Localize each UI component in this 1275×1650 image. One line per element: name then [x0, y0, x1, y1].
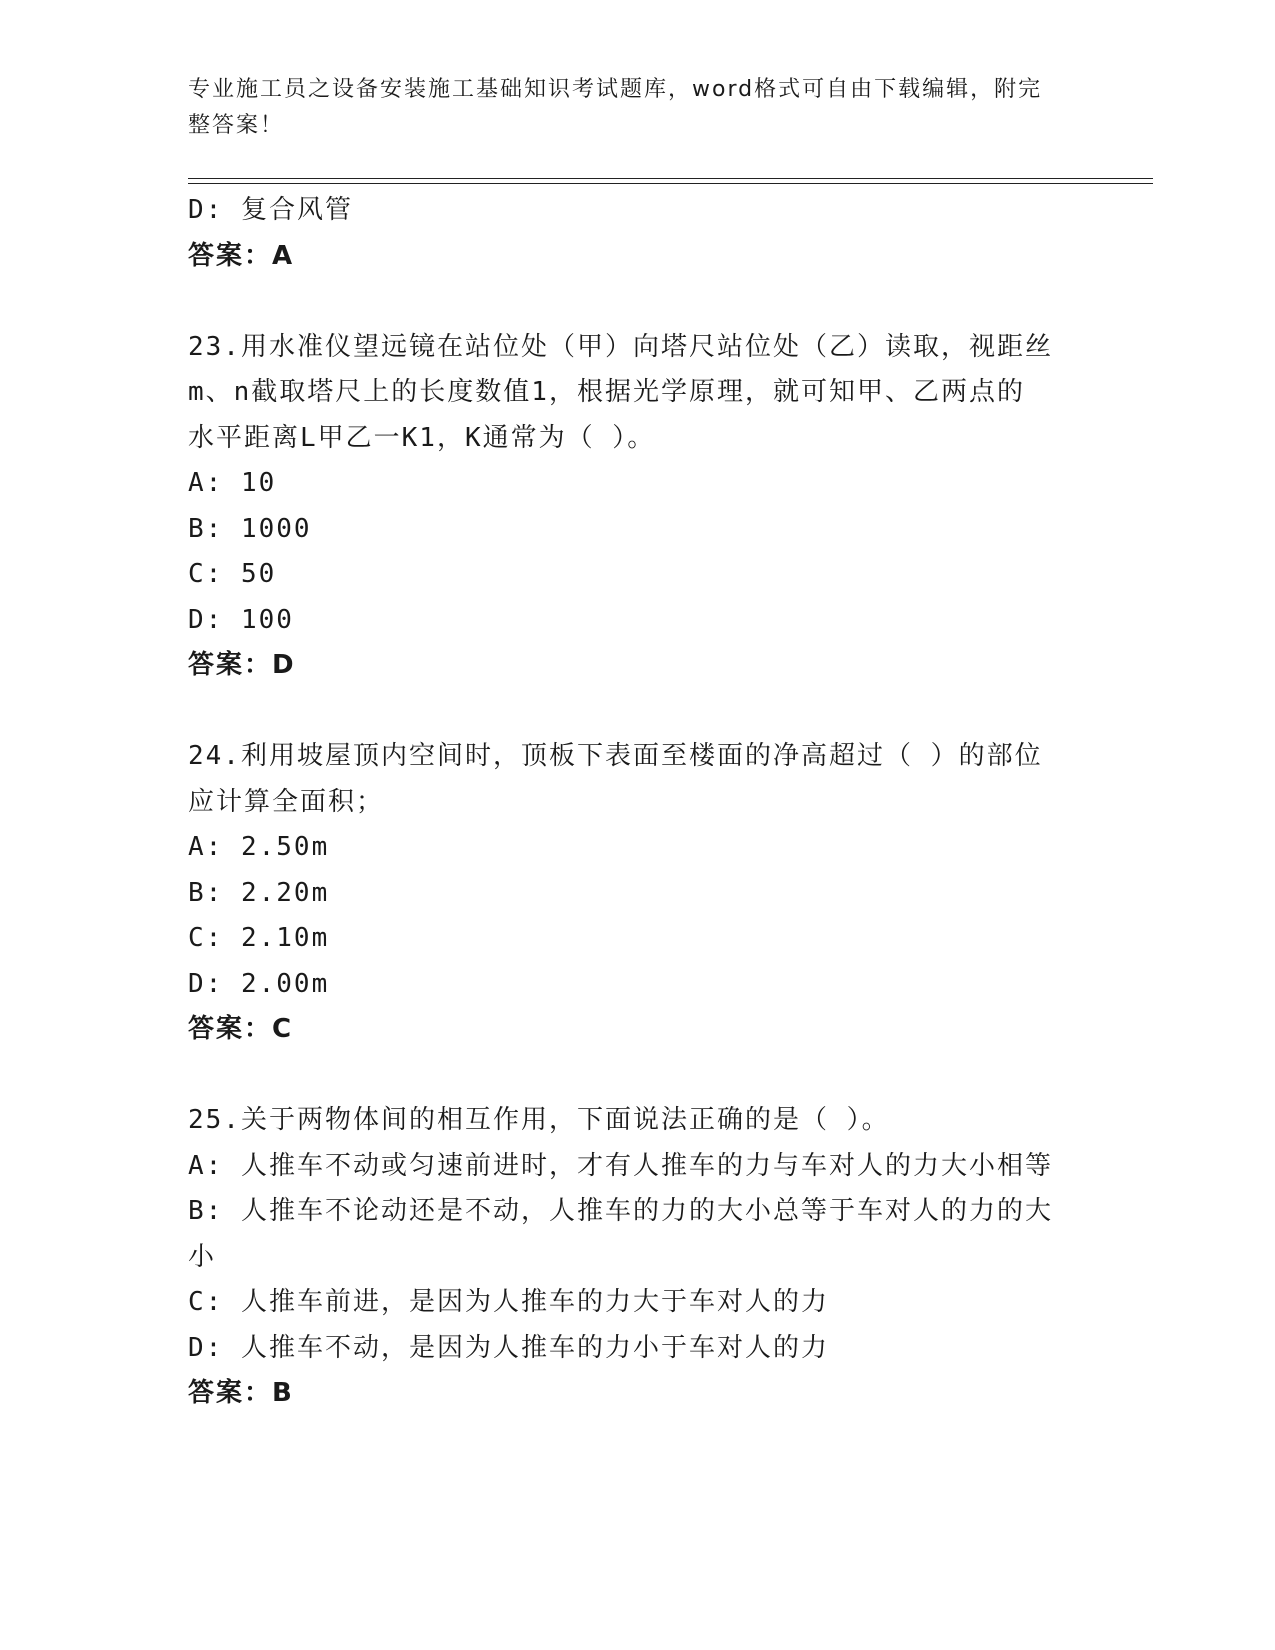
- option-a: A: 人推车不动或匀速前进时，才有人推车的力与车对人的力大小相等: [188, 1150, 1053, 1181]
- spacer: [188, 689, 1088, 735]
- header-line-1: 专业施工员之设备安装施工基础知识考试题库，word格式可自由下载编辑，附完: [188, 77, 1043, 102]
- question-text-line: 23.用水准仪望远镜在站位处（甲）向塔尺站位处（乙）读取，视距丝: [188, 331, 1053, 362]
- answer: 答案：D: [188, 650, 296, 680]
- option-a: A: 10: [188, 468, 277, 498]
- question-25: [188, 1098, 1088, 1417]
- spacer: [188, 1053, 1088, 1099]
- option-d: D: 2.00m: [188, 968, 330, 999]
- answer: 答案：C: [188, 1014, 294, 1044]
- question-text-line: 25.关于两物体间的相互作用，下面说法正确的是（ ）。: [188, 1105, 890, 1135]
- question-text-line: 24.利用坡屋顶内空间时，顶板下表面至楼面的净高超过（ ）的部位: [188, 741, 1043, 771]
- option-b-continued: 小: [188, 1241, 217, 1272]
- option-d: D: 复合风管: [188, 195, 353, 225]
- option-d: D: 100: [188, 604, 294, 635]
- answer: 答案：B: [188, 1378, 294, 1408]
- header-line-2: 整答案！: [188, 113, 285, 138]
- option-b: B: 2.20m: [188, 877, 330, 908]
- document-body: [188, 188, 1088, 1417]
- option-b: B: 1000: [188, 513, 312, 544]
- header-divider-bottom: [188, 183, 1153, 184]
- document-header: [188, 72, 1088, 144]
- answer: 答案：A: [188, 240, 295, 271]
- question-text-line: 应计算全面积；: [188, 786, 385, 817]
- option-b: B: 人推车不论动还是不动，人推车的力的大小总等于车对人的力的大: [188, 1196, 1053, 1226]
- option-d: D: 人推车不动，是因为人推车的力小于车对人的力: [188, 1332, 829, 1363]
- option-c: C: 50: [188, 559, 277, 589]
- question-24: [188, 734, 1088, 1053]
- option-c: C: 人推车前进，是因为人推车的力大于车对人的力: [188, 1287, 829, 1317]
- question-text-line: 水平距离L甲乙一K1，K通常为（ ）。: [188, 422, 656, 453]
- previous-question-tail: [188, 188, 1088, 279]
- question-23: [188, 325, 1088, 689]
- header-divider-top: [188, 178, 1153, 179]
- spacer: [188, 279, 1088, 325]
- option-c: C: 2.10m: [188, 923, 330, 953]
- option-a: A: 2.50m: [188, 832, 330, 862]
- question-text-line: m、n截取塔尺上的长度数值1，根据光学原理，就可知甲、乙两点的: [188, 377, 1025, 407]
